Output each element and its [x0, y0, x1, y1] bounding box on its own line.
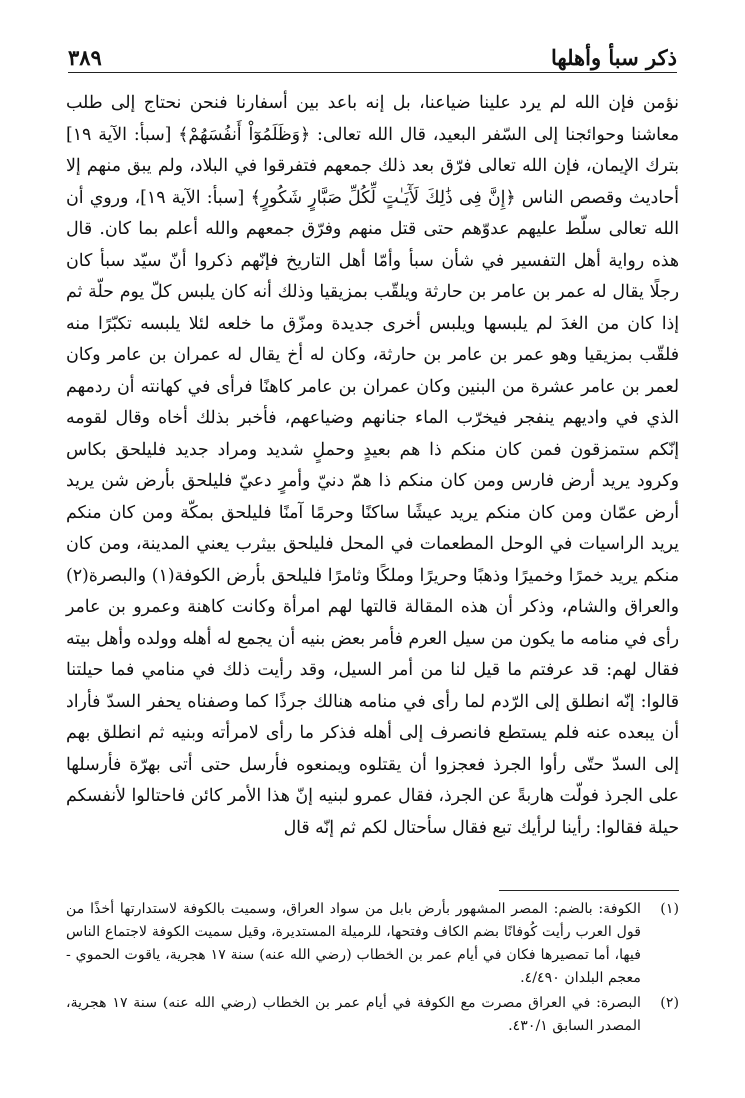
footnote-1 [66, 898, 679, 990]
footnote-text: البصرة: في العراق مصرت مع الكوفة في أيام عمر بن الخطاب (رضي الله عنه) سنة ١٧ هجرية، المصدر السابق ٤٣٠/١. [66, 995, 641, 1034]
main-text [66, 88, 679, 844]
footnote-2 [66, 992, 679, 1038]
footnotes [66, 898, 679, 1040]
footnote-rule [499, 890, 679, 891]
header-rule [68, 72, 677, 73]
footnote-number: (٢) [660, 995, 679, 1011]
body-paragraph: نؤمن فإن الله لم يرد علينا ضياعنا، بل إنه باعد بين أسفارنا فنحن نحتاج إلى طلب معاشنا وحوائجنا إلى السّفر البعيد، قال الله تعالى: ﴿وَظَلَمُوٓاْ أَنفُسَهُمْ﴾ [سبأ: الآية ١٩] بترك الإيمان، فإن الله تعالى فرّق بعد ذلك جمعهم فتفرقوا في البلاد، ولم يبق منهم إلا أحاديث وقصص الناس ﴿إِنَّ فِى ذَٰلِكَ لَأٓيَـٰتٍ لِّكُلِّ صَبَّارٍ شَكُورٍ﴾ [سبأ: الآية ١٩]، وروي أن الله تعالى سلّط عليهم عدوّهم حتى قتل منهم وفرّق جمعهم والله أعلم بما كان. قال هذه رواية أهل التفسير في شأن سبأ وأمّا أهل التاريخ فإنّهم ذكروا أنّ سيّد سبأ كان رجلًا يقال له عمر بن عامر بن حارثة ويلقّب بمزيقيا وذلك أنه كان يلبس كلّ يوم حلّة ثم إذا كان من الغدَ لم يلبسها ويلبس أخرى جديدة ومزّق ما خلعه لئلا يلبسه تكبّرًا منه فلقّب بمزيقيا وهو عمر بن عامر بن حارثة، وكان له أخ يقال له عمران بن عامر وكان لعمر بن عامر عشرة من البنين وكان عمران بن عامر كاهنًا فرأى في كهانته أن ردمهم الذي في واديهم ينفجر فيخرّب الماء جنانهم وضياعهم، فأخبر بذلك أخاه وقال لقومه إنّكم ستمزقون فمن كان منكم ذا هم بعيدٍ وحملٍ شديد ومراد جديد فليلحق بكاس وكرود يريد أرض فارس ومن كان منكم ذا همّ دنيّ وأمرٍ دعيّ فليلحق بأرض شن يريد أرض عمّان ومن كان منكم يريد عيشًا ساكنًا وحرمًا آمنًا فليلحق بمكّة ومن كان منكم يريد الراسيات في الوحل المطعمات في المحل فليلحق بيثرب يعني المدينة، ومن كان منكم يريد خمرًا وخميرًا وذهبًا وحريرًا وملكًا وثامرًا فليلحق بأرض الكوفة(١) والبصرة(٢) والعراق والشام، وذكر أن هذه المقالة قالتها لهم امرأة وكانت كاهنة وعمرو بن عامر رأى في منامه ما يكون من سيل العرم فأمر بعض بنيه أن يجمع له أهله وولده وأهل بيته فقال لهم: قد عرفتم ما قيل لنا من أمر السيل، وقد رأيت ذلك في منامي فما حيلتنا قالوا: إنّه انطلق إلى الرّدم لما رأى في منامه هنالك جرذًا كما وصفناه يحفر السدّ فأراد أن يبعده عنه فلم يستطع فانصرف إلى أهله فذكر ما رأى لامرأته وبنيه ثم انطلق بهم إلى السدّ حتّى رأوا الجرذ فعجزوا أن يقتلوه ويمنعوه فأرسل حتى أتى بهرّة فأرسلها على الجرذ فولّت هاربةً عن الجرذ، فقال عمرو لبنيه إنّ هذا الأمر كائن فاحتالوا لأنفسكم حيلة فقالوا: رأينا لرأيك تبع فقال سأحتال لكم ثم إنّه قال [66, 93, 679, 838]
page-header [68, 40, 677, 70]
footnote-text: الكوفة: بالضم: المصر المشهور بأرض بابل من سواد العراق، وسميت بالكوفة لاستدارتها أخذًا من قول العرب رأيت كُوفانًا بضم الكاف وفتحها، للرميلة المستديرة، وقيل سميت الكوفة لاجتماع الناس فيها، أما تمصيرها فكان في أيام عمر بن الخطاب (رضي الله عنه) سنة ١٧ هجرية، ياقوت الحموي - معجم البلدان ٤/٤٩٠. [66, 901, 641, 986]
page-number: ٣٨٩ [68, 45, 102, 70]
running-head: ذكر سبأ وأهلها [551, 45, 677, 70]
footnote-number: (١) [660, 901, 679, 917]
